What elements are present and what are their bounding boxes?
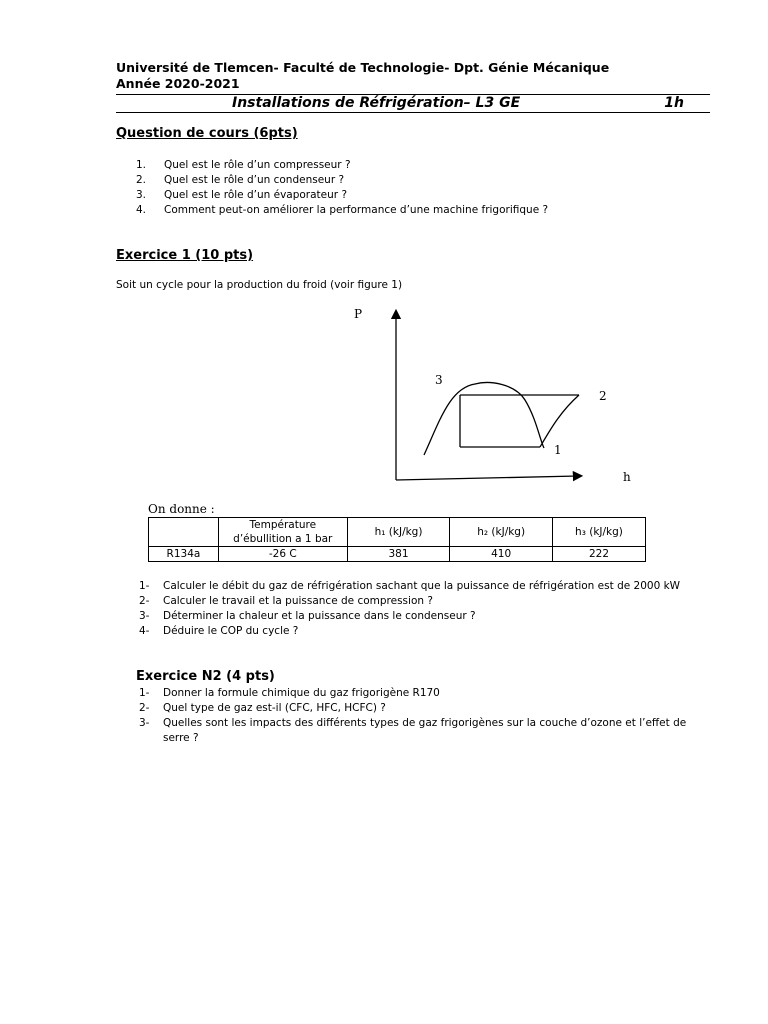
- point-label-3: 3: [435, 373, 443, 387]
- table-cell: R134a: [149, 547, 219, 562]
- list-item: 1. Quel est le rôle d’un compresseur ?: [136, 159, 351, 171]
- list-item: 1- Donner la formule chimique du gaz frigorigène R170: [139, 687, 440, 699]
- table-header-row: [149, 518, 646, 547]
- exercise1-questions: [139, 579, 714, 639]
- exercise1-heading: Exercice 1 (10 pts): [116, 248, 254, 263]
- x-axis: [396, 476, 578, 480]
- course-questions-list: [136, 158, 548, 218]
- given-label: On donne :: [148, 502, 215, 516]
- list-item: 4- Déduire le COP du cycle ?: [139, 625, 299, 637]
- list-item: 1- Calculer le débit du gaz de réfrigération sachant que la puissance de réfrigération est de 2000 kW: [139, 580, 681, 592]
- table-header-cell: h₃ (kJ/kg): [552, 518, 645, 547]
- table-cell: -26 C: [218, 547, 347, 562]
- point-label-1: 1: [554, 443, 562, 457]
- table-header-cell: Température d’ébullition a 1 bar: [218, 518, 347, 547]
- exercise2-heading: Exercice N2 (4 pts): [136, 669, 275, 684]
- y-axis-label: P: [354, 307, 363, 321]
- list-item: 2- Calculer le travail et la puissance de compression ?: [139, 595, 433, 607]
- x-axis-label: h: [623, 470, 631, 484]
- title-bar: [116, 94, 710, 113]
- list-item: 2- Quel type de gaz est-il (CFC, HFC, HCFC) ?: [139, 702, 386, 714]
- list-item: 3- Déterminer la chaleur et la puissance dans le condenseur ?: [139, 610, 476, 622]
- academic-year: Année 2020-2021: [116, 76, 240, 91]
- exam-title: Installations de Réfrigération– L3 GE: [232, 95, 521, 111]
- table-cell: 222: [552, 547, 645, 562]
- ph-diagram: [340, 300, 660, 495]
- list-item: 2. Quel est le rôle d’un condenseur ?: [136, 174, 345, 186]
- course-questions-heading: Question de cours (6pts): [116, 126, 298, 141]
- list-item: 3- Quelles sont les impacts des différents types de gaz frigorigènes sur la couche d’ozone et l’effet de serre ?: [139, 717, 687, 744]
- point-label-2: 2: [599, 389, 607, 403]
- exercise1-intro: Soit un cycle pour la production du froid (voir figure 1): [116, 279, 403, 291]
- table-header-cell: [149, 518, 219, 547]
- table-header-cell: h₁ (kJ/kg): [347, 518, 450, 547]
- table-header-cell: h₂ (kJ/kg): [450, 518, 553, 547]
- table-cell: 410: [450, 547, 553, 562]
- exam-duration: 1h: [664, 95, 684, 111]
- data-table: [148, 517, 646, 562]
- list-item: 4. Comment peut-on améliorer la performance d’une machine frigorifique ?: [136, 204, 549, 216]
- list-item: 3. Quel est le rôle d’un évaporateur ?: [136, 189, 348, 201]
- institution-line: Université de Tlemcen- Faculté de Technologie- Dpt. Génie Mécanique: [116, 60, 610, 75]
- exercise2-questions: [139, 686, 714, 746]
- saturation-curve: [424, 383, 544, 455]
- compression-line: [540, 395, 579, 447]
- table-cell: 381: [347, 547, 450, 562]
- table-row: [149, 547, 646, 562]
